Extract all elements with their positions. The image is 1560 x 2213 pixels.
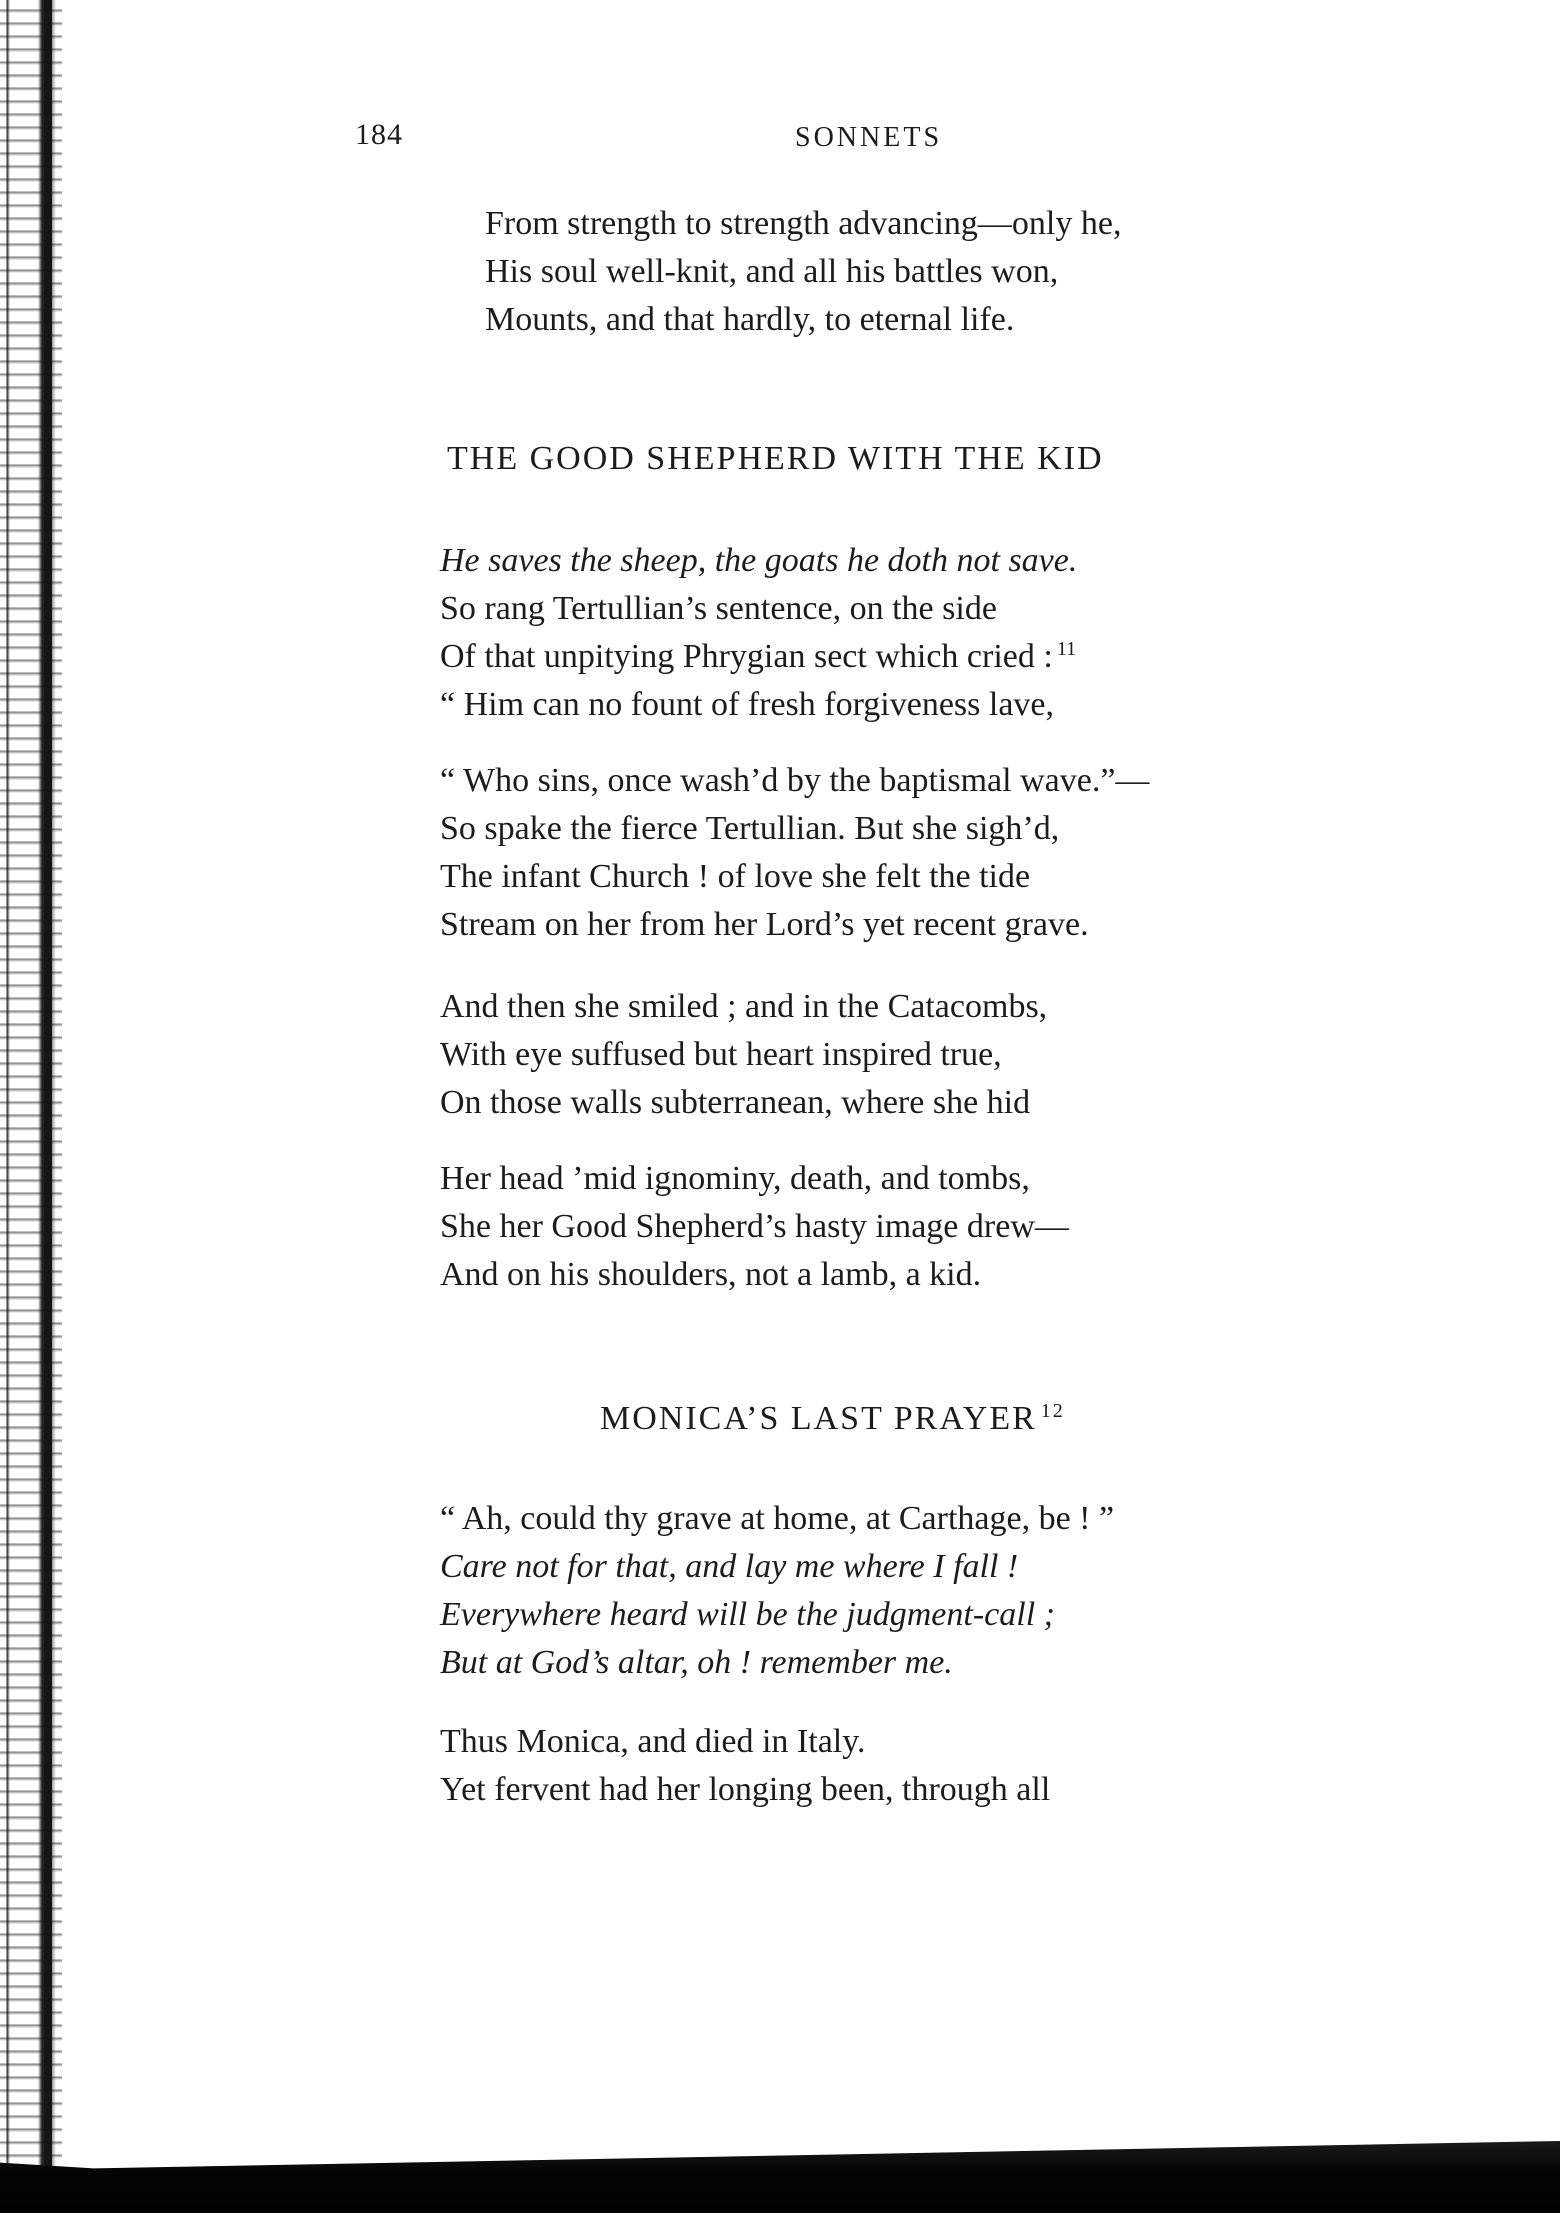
running-head bbox=[355, 118, 1355, 168]
verse-line: She her Good Shepherd’s hasty image drew— bbox=[440, 1208, 1069, 1245]
verse-line: “ Him can no fount of fresh forgiveness lave, bbox=[440, 686, 1055, 723]
verse-line: Stream on her from her Lord’s yet recent grave. bbox=[440, 906, 1089, 943]
footnote-marker: 11 bbox=[1056, 637, 1077, 660]
stanza-3 bbox=[440, 983, 1047, 1127]
verse-line: Yet fervent had her longing been, through all bbox=[440, 1771, 1051, 1808]
footnote-marker: 12 bbox=[1040, 1399, 1065, 1422]
verse-line: And on his shoulders, not a lamb, a kid. bbox=[440, 1256, 982, 1293]
verse-line: But at God’s altar, oh ! remember me. bbox=[440, 1644, 953, 1681]
verse-line: From strength to strength advancing—only he, bbox=[485, 205, 1122, 242]
running-title: SONNETS bbox=[795, 122, 943, 153]
poem-title-good-shepherd: THE GOOD SHEPHERD WITH THE KID bbox=[447, 440, 1104, 477]
verse-line: “ Who sins, once wash’d by the baptismal wave.”— bbox=[440, 762, 1150, 799]
verse-line: The infant Church ! of love she felt the tide bbox=[440, 858, 1031, 895]
verse-line: Mounts, and that hardly, to eternal life. bbox=[485, 301, 1015, 338]
continued-stanza bbox=[485, 200, 1121, 344]
verse-line: Everywhere heard will be the judgment-call ; bbox=[440, 1596, 1055, 1633]
stanza-6 bbox=[440, 1718, 1050, 1814]
verse-line: His soul well-knit, and all his battles won, bbox=[485, 253, 1059, 290]
verse-line: And then she smiled ; and in the Catacombs, bbox=[440, 988, 1048, 1025]
verse-line: Thus Monica, and died in Italy. bbox=[440, 1723, 866, 1760]
verse-line: He saves the sheep, the goats he doth not save. bbox=[440, 542, 1078, 579]
verse-line: On those walls subterranean, where she hid bbox=[440, 1084, 1031, 1121]
poem-title-monica: MONICA’S LAST PRAYER $^{12}$ bbox=[600, 1399, 1065, 1437]
verse-line: So rang Tertullian’s sentence, on the side bbox=[440, 590, 997, 627]
scan-bottom-shadow bbox=[0, 2141, 1560, 2213]
stanza-4 bbox=[440, 1155, 1069, 1299]
stanza-1 bbox=[440, 537, 1077, 729]
page-number: 184 bbox=[355, 118, 403, 151]
verse-line: “ Ah, could thy grave at home, at Carthage, be ! ” bbox=[440, 1500, 1115, 1537]
verse-line: Her head ’mid ignominy, death, and tombs, bbox=[440, 1160, 1030, 1197]
verse-line: So spake the fierce Tertullian. But she sigh’d, bbox=[440, 810, 1060, 847]
verse-line: With eye suffused but heart inspired true, bbox=[440, 1036, 1002, 1073]
stanza-2 bbox=[440, 757, 1149, 949]
verse-line: Of that unpitying Phrygian sect which cried : $^{11}$ bbox=[440, 637, 1077, 675]
stanza-5 bbox=[440, 1495, 1114, 1687]
book-binding-edge bbox=[0, 0, 62, 2213]
verse-line: Care not for that, and lay me where I fall ! bbox=[440, 1548, 1019, 1585]
